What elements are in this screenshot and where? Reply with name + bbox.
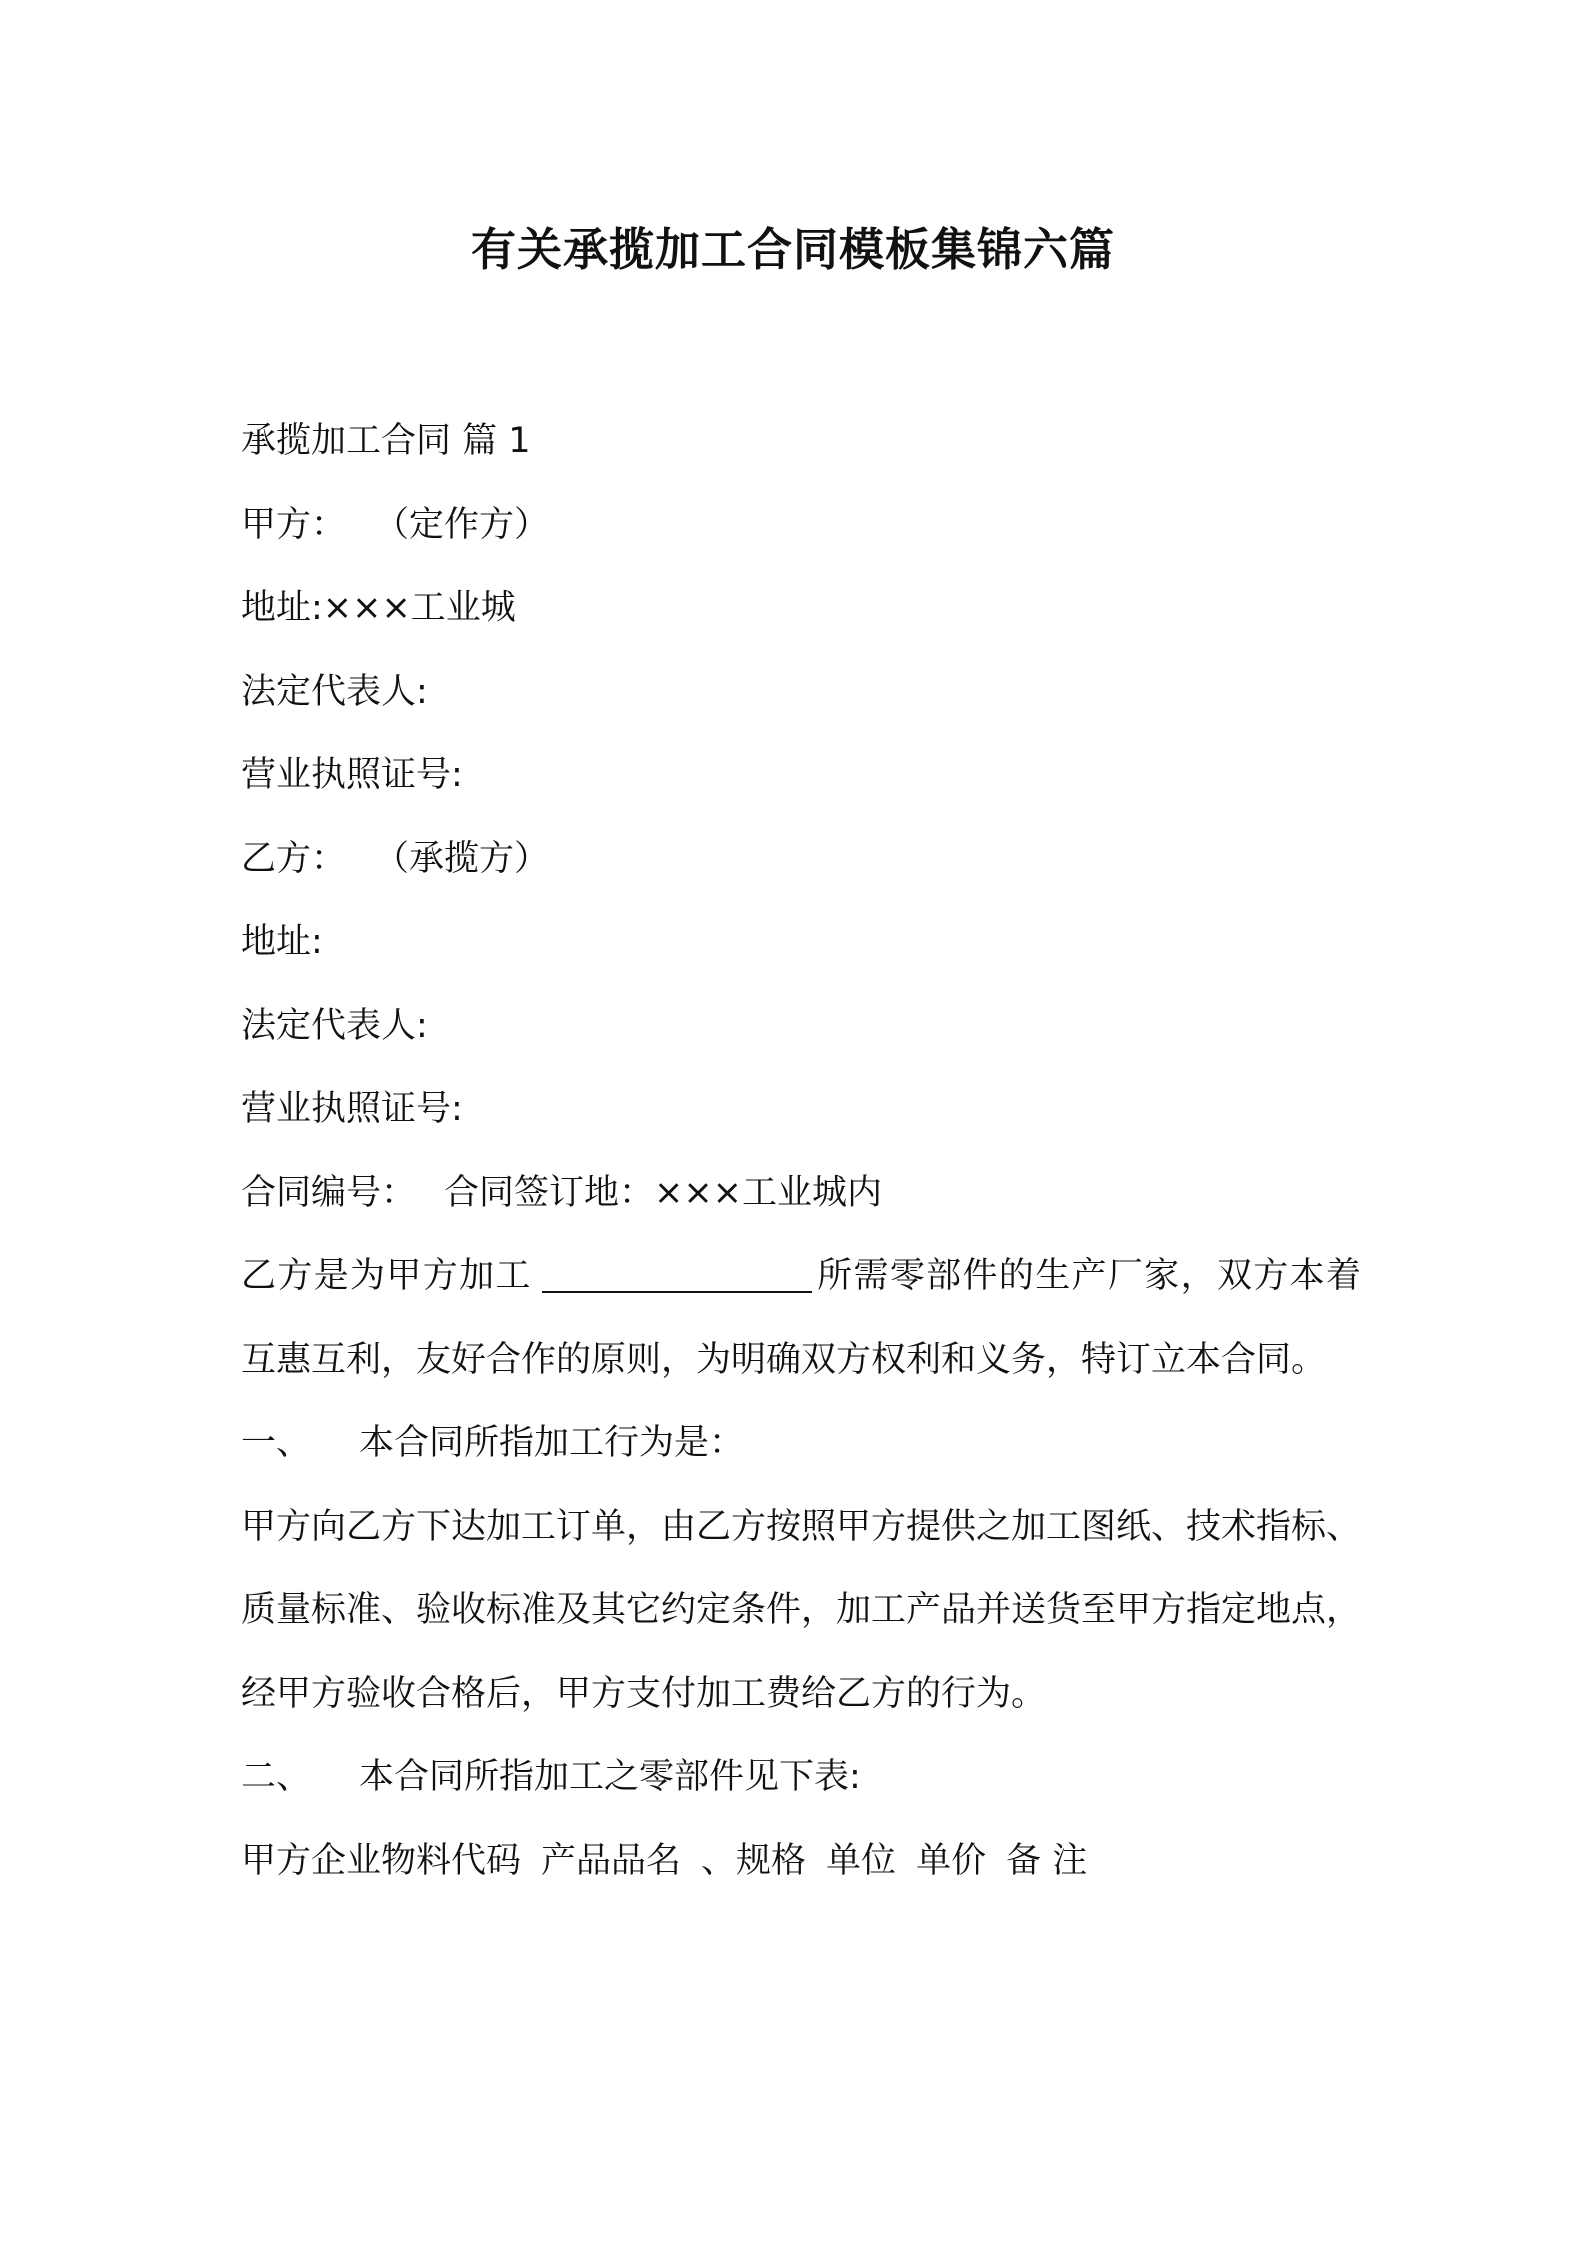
party-b-line: [241, 818, 1361, 902]
party-a-legal-rep: 法定代表人:: [241, 671, 428, 712]
clause-1-heading: [241, 1402, 1361, 1486]
party-a-line: [241, 484, 1361, 568]
header-remarks: 备 注: [1006, 1840, 1088, 1881]
intro-paragraph: [241, 1235, 1361, 1402]
intro-text-after: 所需零部件的生产厂家，双方本着互惠互利，友好合作的原则，为明确双方权利和义务，特订立本合同。: [241, 1256, 1361, 1380]
section-heading: 承揽加工合同 篇 1: [241, 421, 531, 461]
header-material-code: 甲方企业物料代码: [241, 1840, 522, 1881]
clause-1-body: 甲方向乙方下达加工订单，由乙方按照甲方提供之加工图纸、技术指标、质量标准、验收标准及其它约定条件，加工产品并送货至甲方指定地点，经甲方验收合格后，甲方支付加工费给乙方的行为。: [241, 1506, 1362, 1714]
clause-2-heading: [241, 1736, 1361, 1820]
header-unit: 单位: [826, 1840, 897, 1881]
party-a-license: 营业执照证号:: [241, 755, 463, 795]
fill-in-blank: [542, 1261, 812, 1293]
party-b-role: （承揽方）: [374, 838, 550, 879]
clause-2-title: 本合同所指加工之零部件见下表:: [359, 1757, 861, 1797]
party-a-label: 甲方：: [241, 504, 347, 545]
party-b-address: 地址:: [241, 922, 323, 962]
party-b-license: 营业执照证号:: [241, 1089, 463, 1129]
contract-place: 合同签订地：×××工业城内: [444, 1172, 882, 1213]
header-product-name: 产品品名: [541, 1840, 682, 1881]
header-spec: 、规格: [701, 1840, 807, 1881]
clause-1-number: 一、: [241, 1423, 312, 1463]
document-body: [241, 400, 1361, 1903]
party-b-label: 乙方：: [241, 838, 347, 879]
document-title: 有关承揽加工合同模板集锦六篇: [470, 223, 1115, 276]
party-b-legal-rep: 法定代表人:: [241, 1005, 428, 1046]
clause-1-title: 本合同所指加工行为是：: [359, 1423, 745, 1463]
party-a-role: （定作方）: [374, 504, 550, 545]
intro-text-before: 乙方是为甲方加工: [241, 1256, 532, 1296]
party-a-address: 地址:×××工业城: [241, 588, 516, 628]
clause-2-number: 二、: [241, 1757, 312, 1797]
header-unit-price: 单价: [916, 1840, 987, 1881]
parts-table-header: [241, 1820, 1361, 1904]
contract-info-line: [241, 1152, 1361, 1236]
contract-number: 合同编号：: [241, 1172, 417, 1213]
